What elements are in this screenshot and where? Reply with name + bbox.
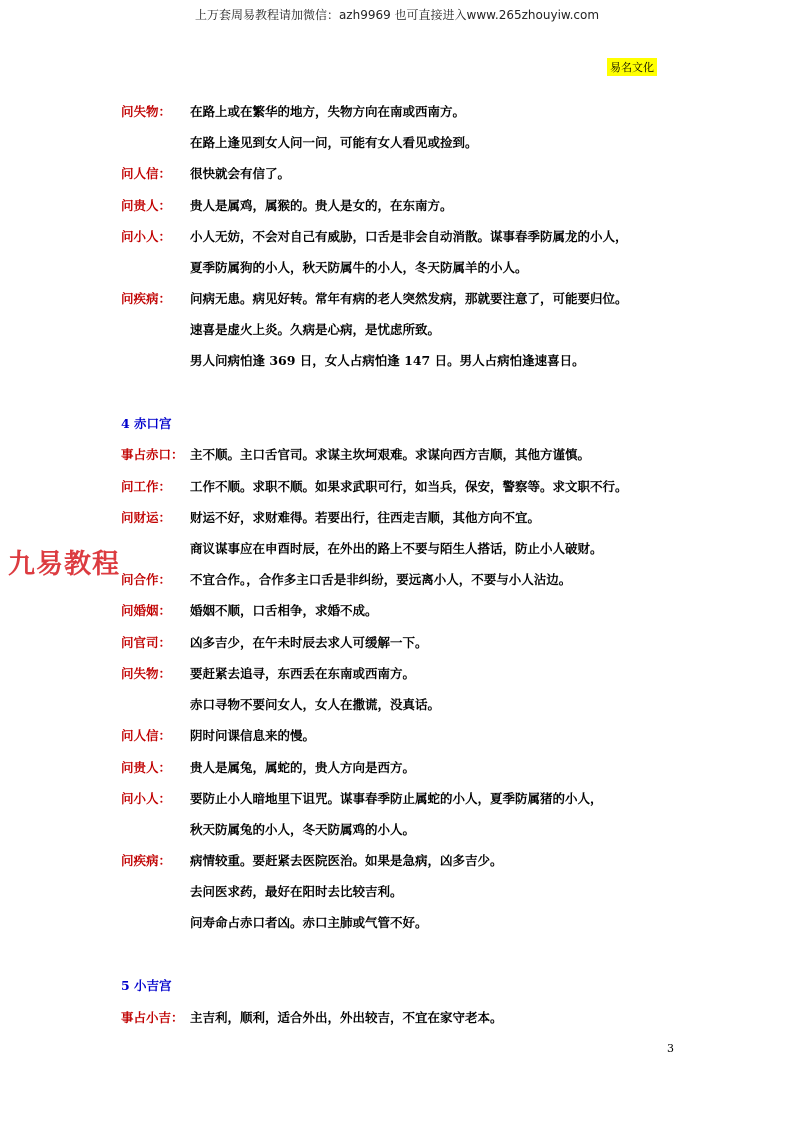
text-line: 在路上逢见到女人问一问，可能有女人看见或捡到。 [190, 135, 478, 150]
label-news: 问人信： [121, 728, 172, 743]
text-line: 速喜是虚火上炎。久病是心病，是忧虑所致。 [190, 322, 441, 337]
text-line: 阴时问课信息来的慢。 [190, 728, 316, 743]
text-line: 很快就会有信了。 [190, 166, 291, 181]
page-number: 3 [667, 1042, 674, 1055]
text-line: 主吉利，顺利，适合外出，外出较吉，不宜在家守老本。 [190, 1010, 503, 1025]
text-line: 主不顺。主口舌官司。求谋主坎坷艰难。求谋向西方吉顺，其他方谨慎。 [190, 447, 591, 462]
label-lost-item: 问失物： [121, 104, 172, 119]
text-line: 凶多吉少，在午未时辰去求人可缓解一下。 [190, 635, 428, 650]
label-villain: 问小人： [121, 791, 172, 806]
text-line: 要防止小人暗地里下诅咒。谋事春季防止属蛇的小人，夏季防属猪的小人， [190, 791, 603, 806]
label-wealth: 问财运： [121, 510, 172, 525]
label-marriage: 问婚姻： [121, 603, 172, 618]
text-line: 贵人是属兔，属蛇的，贵人方向是西方。 [190, 760, 416, 775]
section-heading-xiaoji: 5 小吉宫 [121, 978, 172, 993]
text-line: 秋天防属兔的小人，冬天防属鸡的小人。 [190, 822, 416, 837]
section-heading-chikou: 4 赤口宫 [121, 416, 172, 431]
text-line: 病情较重。要赶紧去医院医治。如果是急病，凶多吉少。 [190, 853, 503, 868]
text-line: 夏季防属狗的小人，秋天防属牛的小人，冬天防属羊的小人。 [190, 260, 528, 275]
text-line: 工作不顺。求职不顺。如果求武职可行，如当兵，保安，警察等。求文职不行。 [190, 479, 628, 494]
label-villain: 问小人： [121, 229, 172, 244]
text-line: 贵人是属鸡，属猴的。贵人是女的，在东南方。 [190, 198, 453, 213]
text-line: 不宜合作。，合作多主口舌是非纠纷，要远离小人，不要与小人沾边。 [190, 572, 572, 587]
text-line: 问病无患。病见好转。常年有病的老人突然发病，那就要注意了，可能要归位。 [190, 291, 628, 306]
label-matter-chikou: 事占赤口： [121, 447, 184, 462]
label-lawsuit: 问官司： [121, 635, 172, 650]
label-noble-person: 问贵人： [121, 760, 172, 775]
label-cooperation: 问合作： [121, 572, 172, 587]
label-noble-person: 问贵人： [121, 198, 172, 213]
label-lost-item: 问失物： [121, 666, 172, 681]
brand-tag: 易名文化 [607, 58, 657, 76]
label-work: 问工作： [121, 479, 172, 494]
text-line: 在路上或在繁华的地方，失物方向在南或西南方。 [190, 104, 466, 119]
text-line: 去问医求药，最好在阳时去比较吉利。 [190, 884, 403, 899]
label-illness: 问疾病： [121, 853, 172, 868]
text-line: 商议谋事应在申酉时辰，在外出的路上不要与陌生人搭话，防止小人破财。 [190, 541, 603, 556]
text-line: 小人无妨，不会对自己有威胁，口舌是非会自动消散。谋事春季防属龙的小人， [190, 229, 628, 244]
label-illness: 问疾病： [121, 291, 172, 306]
label-matter-xiaoji: 事占小吉： [121, 1010, 184, 1025]
header-promo-note: 上万套周易教程请加微信：azh9969 也可直接进入www.265zhouyiw.com [194, 8, 600, 22]
text-line: 财运不好，求财难得。若要出行，往西走吉顺，其他方向不宜。 [190, 510, 541, 525]
text-line: 要赶紧去追寻，东西丢在东南或西南方。 [190, 666, 416, 681]
text-line: 婚姻不顺，口舌相争，求婚不成。 [190, 603, 378, 618]
text-line: 男人问病怕逢 369 日，女人占病怕逢 147 日。男人占病怕逢速喜日。 [190, 353, 585, 368]
text-line: 问寿命占赤口者凶。赤口主肺或气管不好。 [190, 915, 428, 930]
text-line: 赤口寻物不要问女人，女人在撒谎，没真话。 [190, 697, 441, 712]
label-news: 问人信： [121, 166, 172, 181]
watermark-logo: 九易教程 [8, 549, 120, 580]
